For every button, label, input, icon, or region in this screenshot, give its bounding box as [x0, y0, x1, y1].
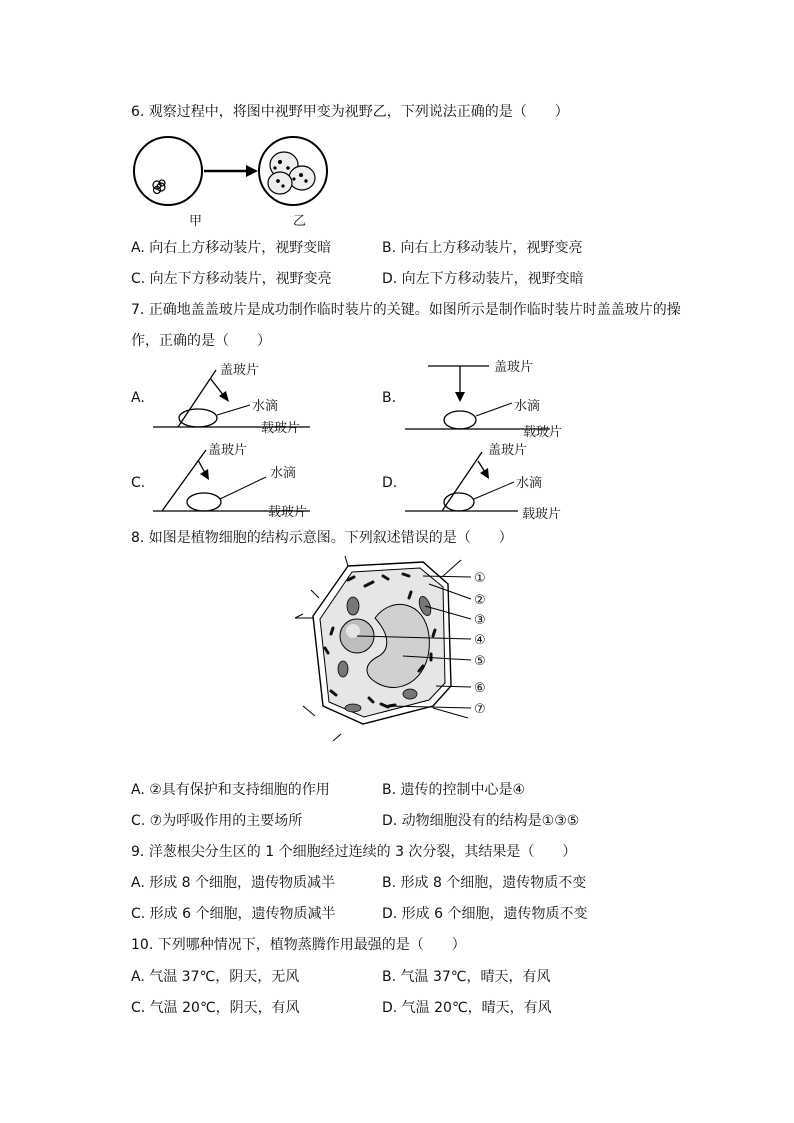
q6-option-b: B. 向右上方移动装片，视野变亮 — [382, 240, 583, 256]
q7b-cover-label: 盖玻片 — [494, 360, 534, 375]
q10-option-c: C. 气温 20℃，阴天，有风 — [131, 1000, 300, 1016]
q7c-drop-label: 水滴 — [270, 466, 297, 481]
q9-option-b: B. 形成 8 个细胞，遗传物质不变 — [382, 875, 587, 891]
q7d-slide-label: 载玻片 — [522, 507, 562, 522]
q9-option-d: D. 形成 6 个细胞，遗传物质不变 — [382, 906, 588, 922]
q6-figure — [130, 135, 340, 230]
q9-option-c: C. 形成 6 个细胞，遗传物质减半 — [131, 906, 336, 922]
q7c-cover-label: 盖玻片 — [208, 443, 248, 458]
q9-stem: 9. 洋葱根尖分生区的 1 个细胞经过连续的 3 次分裂，其结果是（ ） — [131, 844, 577, 860]
q10-stem: 10. 下列哪种情况下，植物蒸腾作用最强的是（ ） — [131, 937, 466, 953]
plant-cell-diagram — [293, 556, 503, 746]
q7-letter-c: C. — [131, 475, 146, 491]
q7c-slide-label: 载玻片 — [268, 505, 308, 520]
q6-option-d: D. 向左下方移动装片，视野变暗 — [382, 271, 584, 287]
q7-figure-d — [402, 440, 572, 525]
q7d-cover-label: 盖玻片 — [488, 443, 528, 458]
marker-7: ⑦ — [474, 702, 486, 717]
q6-option-a: A. 向右上方移动装片，视野变暗 — [131, 240, 332, 256]
q7-letter-a: A. — [131, 390, 145, 406]
q8-option-b: B. 遗传的控制中心是④ — [382, 782, 526, 798]
q10-option-b: B. 气温 37℃，晴天，有风 — [382, 969, 551, 985]
large-cells-icon — [268, 152, 315, 194]
q7a-slide-label: 载玻片 — [261, 421, 301, 436]
q7-stem-line2: 作，正确的是（ ） — [131, 333, 271, 349]
q10-option-d: D. 气温 20℃，晴天，有风 — [382, 1000, 552, 1016]
q7b-drop-label: 水滴 — [514, 399, 541, 414]
marker-5: ⑤ — [474, 654, 486, 669]
fig-label-jia: 甲 — [189, 214, 203, 229]
q8-stem: 8. 如图是植物细胞的结构示意图。下列叙述错误的是（ ） — [131, 530, 513, 546]
marker-1: ① — [474, 571, 486, 586]
marker-6: ⑥ — [474, 681, 486, 696]
q7a-drop-label: 水滴 — [252, 399, 279, 414]
q7-figure-c — [150, 440, 320, 520]
q7a-cover-label: 盖玻片 — [220, 363, 260, 378]
q7-stem-line1: 7. 正确地盖盖玻片是成功制作临时装片的关键。如图所示是制作临时装片时盖盖玻片的操 — [131, 302, 681, 318]
small-cells-icon — [153, 180, 165, 194]
q7b-slide-label: 载玻片 — [523, 425, 563, 440]
marker-4: ④ — [474, 633, 486, 648]
q7-figure-a — [150, 360, 320, 440]
q10-option-a: A. 气温 37℃，阴天，无风 — [131, 969, 300, 985]
q9-option-a: A. 形成 8 个细胞，遗传物质减半 — [131, 875, 336, 891]
q6-stem: 6. 观察过程中，将图中视野甲变为视野乙，下列说法正确的是（ ） — [131, 104, 569, 120]
q7-letter-d: D. — [382, 475, 398, 491]
q8-option-c: C. ⑦为呼吸作用的主要场所 — [131, 813, 303, 829]
q7-letter-b: B. — [382, 390, 397, 406]
marker-3: ③ — [474, 613, 486, 628]
q8-option-d: D. 动物细胞没有的结构是①③⑤ — [382, 813, 580, 829]
q7-figure-b — [402, 356, 572, 441]
marker-2: ② — [474, 593, 486, 608]
q7d-drop-label: 水滴 — [516, 476, 543, 491]
fig-label-yi: 乙 — [293, 214, 307, 229]
q6-option-c: C. 向左下方移动装片，视野变亮 — [131, 271, 332, 287]
q8-option-a: A. ②具有保护和支持细胞的作用 — [131, 782, 330, 798]
